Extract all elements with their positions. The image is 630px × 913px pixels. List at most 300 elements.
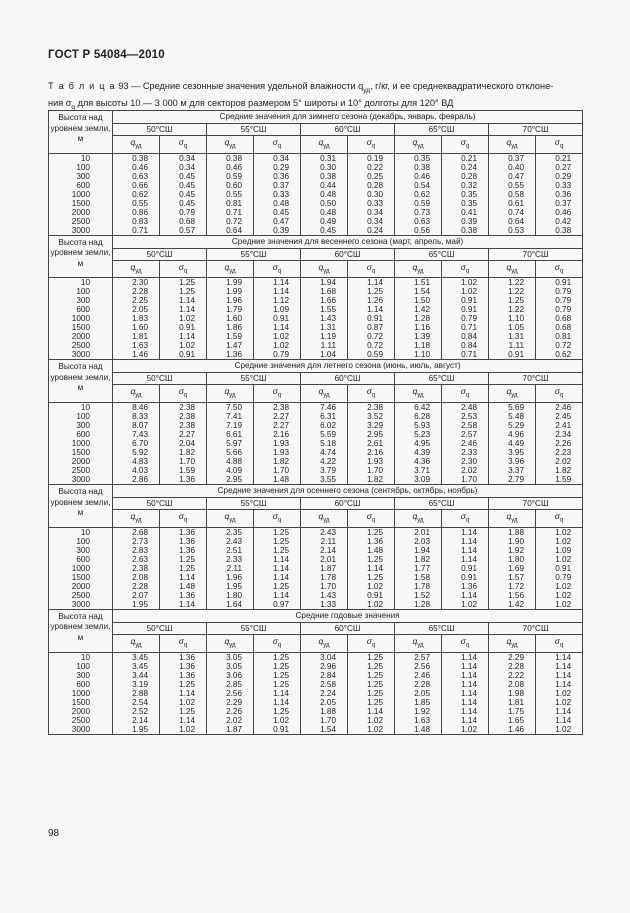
section-title-row	[49, 235, 583, 248]
table-row	[49, 680, 583, 689]
value-cell: 2.95	[348, 430, 395, 439]
q-ud-header	[301, 510, 348, 528]
value-cell: 1.95	[113, 725, 160, 735]
q-ud-header	[207, 385, 254, 403]
value-cell: 2.14	[301, 546, 348, 555]
value-cell: 1.58	[395, 573, 442, 582]
value-cell: 2.01	[301, 555, 348, 564]
value-cell: 2.29	[489, 652, 536, 662]
value-cell: 1.25	[160, 287, 207, 296]
value-cell: 8.07	[113, 421, 160, 430]
q-symbol: q	[412, 261, 418, 272]
value-cell: 0.84	[442, 332, 489, 341]
value-cell: 4.36	[395, 457, 442, 466]
sigma-sub: q	[465, 143, 470, 150]
sigma-symbol: σ	[272, 137, 278, 147]
value-cell: 0.61	[489, 199, 536, 208]
sigma-symbol: σ	[178, 635, 184, 646]
value-cell: 1.93	[348, 457, 395, 466]
section-title: Средние годовые значения	[113, 609, 583, 622]
q-symbol: q	[130, 511, 136, 522]
value-cell: 1.25	[348, 698, 395, 707]
value-cell: 0.91	[536, 564, 583, 573]
value-cell: 1.59	[207, 332, 254, 341]
table-row	[49, 430, 583, 439]
height-cell: 3000	[49, 350, 113, 360]
value-cell: 2.05	[113, 305, 160, 314]
value-cell: 0.63	[113, 172, 160, 181]
value-cell: 1.25	[348, 671, 395, 680]
value-cell: 6.31	[301, 412, 348, 421]
value-cell: 1.25	[348, 287, 395, 296]
value-cell: 1.14	[160, 332, 207, 341]
q-sub: уд	[323, 143, 330, 150]
q-sub: уд	[323, 393, 330, 400]
value-cell: 1.02	[536, 527, 583, 537]
section-header	[49, 111, 583, 154]
table-row	[49, 555, 583, 564]
height-cell: 300	[49, 296, 113, 305]
value-cell: 1.78	[301, 573, 348, 582]
symbol-row	[49, 136, 583, 154]
value-cell: 1.94	[395, 546, 442, 555]
section-title: Средние значения для весеннего сезона (март, апрель, май)	[113, 235, 583, 248]
height-cell: 2000	[49, 332, 113, 341]
sigma-q-header	[160, 260, 207, 278]
latitude-header: 50°СШ	[113, 124, 207, 136]
q-sub: уд	[417, 517, 424, 524]
value-cell: 5.92	[113, 448, 160, 457]
q-ud-header	[395, 634, 442, 652]
height-cell: 3000	[49, 226, 113, 236]
table-row	[49, 403, 583, 413]
value-cell: 0.27	[536, 163, 583, 172]
value-cell: 1.65	[489, 716, 536, 725]
value-cell: 1.43	[301, 314, 348, 323]
value-cell: 1.31	[301, 323, 348, 332]
q-ud-header	[489, 510, 536, 528]
value-cell: 0.38	[395, 163, 442, 172]
value-cell: 1.85	[395, 698, 442, 707]
latitude-row	[49, 498, 583, 510]
value-cell: 2.02	[442, 466, 489, 475]
value-cell: 2.04	[160, 439, 207, 448]
table-row	[49, 217, 583, 226]
sigma-q-header	[442, 136, 489, 154]
sigma-q-header	[348, 510, 395, 528]
height-cell: 1500	[49, 323, 113, 332]
table-row	[49, 439, 583, 448]
q-sub: уд	[511, 393, 518, 400]
sigma-sub: q	[465, 642, 470, 649]
value-cell: 0.37	[536, 199, 583, 208]
value-cell: 2.68	[113, 527, 160, 537]
symbol-row	[49, 634, 583, 652]
value-cell: 0.30	[301, 163, 348, 172]
height-cell: 10	[49, 527, 113, 537]
value-cell: 1.94	[301, 278, 348, 288]
value-cell: 1.25	[348, 652, 395, 662]
value-cell: 0.35	[442, 199, 489, 208]
caption-text-2b: для высоты 10 — 3 000 м для секторов размером 5° широты и 10° долготы для 120° ВД	[75, 97, 454, 108]
value-cell: 1.81	[489, 698, 536, 707]
sigma-sub: q	[277, 143, 282, 150]
value-cell: 2.30	[113, 278, 160, 288]
value-cell: 1.55	[301, 305, 348, 314]
value-cell: 2.63	[113, 555, 160, 564]
value-cell: 0.87	[348, 323, 395, 332]
value-cell: 1.60	[113, 323, 160, 332]
value-cell: 1.36	[160, 652, 207, 662]
sigma-symbol: σ	[272, 261, 278, 272]
sigma-sub: q	[559, 268, 564, 275]
section-title-row	[49, 360, 583, 373]
value-cell: 1.02	[160, 341, 207, 350]
height-cell: 600	[49, 680, 113, 689]
section-header	[49, 485, 583, 528]
value-cell: 0.50	[301, 199, 348, 208]
value-cell: 2.28	[489, 662, 536, 671]
sigma-symbol: σ	[178, 261, 184, 272]
caption-sub-ud: уд	[363, 86, 371, 94]
height-header: Высота над уровнем земли, м	[49, 111, 113, 154]
value-cell: 1.72	[489, 582, 536, 591]
height-header: Высота над уровнем земли, м	[49, 609, 113, 652]
sigma-q-header	[160, 385, 207, 403]
value-cell: 1.25	[254, 707, 301, 716]
value-cell: 1.66	[301, 296, 348, 305]
sigma-symbol: σ	[460, 261, 466, 272]
height-cell: 100	[49, 163, 113, 172]
value-cell: 2.51	[207, 546, 254, 555]
latitude-header: 50°СШ	[113, 248, 207, 260]
value-cell: 2.03	[395, 537, 442, 546]
sigma-q-header	[160, 510, 207, 528]
table-caption	[48, 80, 593, 114]
value-cell: 1.36	[207, 350, 254, 360]
sigma-q-header	[254, 510, 301, 528]
value-cell: 1.78	[395, 582, 442, 591]
value-cell: 2.46	[395, 671, 442, 680]
value-cell: 3.09	[395, 475, 442, 485]
symbol-row	[49, 260, 583, 278]
value-cell: 2.56	[395, 662, 442, 671]
value-cell: 0.38	[536, 226, 583, 236]
value-cell: 1.47	[207, 341, 254, 350]
value-cell: 1.42	[489, 600, 536, 610]
value-cell: 1.82	[536, 466, 583, 475]
caption-text-2a: ния σ	[48, 97, 72, 108]
latitude-header: 60°СШ	[301, 248, 395, 260]
q-ud-header	[301, 634, 348, 652]
value-cell: 0.81	[207, 199, 254, 208]
q-symbol: q	[318, 261, 324, 272]
value-cell: 2.46	[442, 439, 489, 448]
value-cell: 1.36	[160, 537, 207, 546]
q-sub: уд	[229, 642, 236, 649]
latitude-header: 55°СШ	[207, 124, 301, 136]
value-cell: 1.99	[207, 287, 254, 296]
value-cell: 5.66	[207, 448, 254, 457]
value-cell: 0.53	[489, 226, 536, 236]
value-cell: 1.16	[395, 323, 442, 332]
section-body	[49, 652, 583, 734]
value-cell: 3.06	[207, 671, 254, 680]
value-cell: 0.91	[348, 591, 395, 600]
q-ud-header	[395, 385, 442, 403]
value-cell: 0.35	[395, 153, 442, 163]
value-cell: 2.33	[442, 448, 489, 457]
value-cell: 0.42	[536, 217, 583, 226]
value-cell: 0.48	[301, 190, 348, 199]
q-sub: уд	[417, 268, 424, 275]
value-cell: 1.22	[489, 305, 536, 314]
table-row	[49, 689, 583, 698]
value-cell: 1.69	[489, 564, 536, 573]
value-cell: 3.37	[489, 466, 536, 475]
q-symbol: q	[224, 635, 230, 646]
value-cell: 1.02	[254, 332, 301, 341]
latitude-header: 70°СШ	[489, 124, 583, 136]
value-cell: 1.36	[160, 591, 207, 600]
q-symbol: q	[506, 635, 512, 646]
height-header: Высота над уровнем земли, м	[49, 235, 113, 278]
value-cell: 1.39	[395, 332, 442, 341]
sigma-symbol: σ	[272, 635, 278, 646]
sigma-q-header	[536, 510, 583, 528]
value-cell: 3.95	[489, 448, 536, 457]
value-cell: 3.05	[207, 662, 254, 671]
table-row	[49, 350, 583, 360]
value-cell: 0.41	[442, 208, 489, 217]
value-cell: 0.38	[301, 172, 348, 181]
value-cell: 0.33	[254, 190, 301, 199]
value-cell: 1.14	[254, 698, 301, 707]
value-cell: 1.83	[113, 314, 160, 323]
value-cell: 0.34	[348, 208, 395, 217]
value-cell: 1.14	[348, 278, 395, 288]
value-cell: 0.73	[395, 208, 442, 217]
value-cell: 1.96	[207, 573, 254, 582]
table-row	[49, 172, 583, 181]
value-cell: 2.48	[442, 403, 489, 413]
value-cell: 2.58	[442, 421, 489, 430]
sigma-sub: q	[371, 393, 376, 400]
value-cell: 0.48	[254, 199, 301, 208]
value-cell: 1.82	[348, 475, 395, 485]
value-cell: 1.14	[442, 698, 489, 707]
height-cell: 100	[49, 287, 113, 296]
value-cell: 0.72	[348, 332, 395, 341]
value-cell: 6.02	[301, 421, 348, 430]
caption-text-1: — Средние сезонные значения удельной влажности q	[131, 81, 364, 91]
q-ud-header	[113, 634, 160, 652]
value-cell: 1.14	[442, 527, 489, 537]
value-cell: 0.19	[348, 153, 395, 163]
sigma-sub: q	[371, 143, 376, 150]
latitude-header: 55°СШ	[207, 622, 301, 634]
value-cell: 0.46	[536, 208, 583, 217]
value-cell: 3.96	[489, 457, 536, 466]
value-cell: 0.56	[395, 226, 442, 236]
value-cell: 1.12	[254, 296, 301, 305]
value-cell: 0.97	[254, 600, 301, 610]
height-cell: 1000	[49, 689, 113, 698]
value-cell: 1.82	[254, 457, 301, 466]
value-cell: 1.09	[536, 546, 583, 555]
height-cell: 10	[49, 403, 113, 413]
q-symbol: q	[506, 386, 512, 397]
value-cell: 1.42	[395, 305, 442, 314]
value-cell: 2.38	[160, 403, 207, 413]
value-cell: 1.63	[113, 341, 160, 350]
height-cell: 10	[49, 652, 113, 662]
value-cell: 1.48	[254, 475, 301, 485]
value-cell: 1.14	[160, 305, 207, 314]
value-cell: 0.48	[301, 208, 348, 217]
value-cell: 1.25	[348, 689, 395, 698]
table-row	[49, 537, 583, 546]
value-cell: 8.46	[113, 403, 160, 413]
value-cell: 0.68	[160, 217, 207, 226]
value-cell: 0.79	[160, 208, 207, 217]
value-cell: 6.70	[113, 439, 160, 448]
value-cell: 1.60	[207, 314, 254, 323]
sigma-symbol: σ	[178, 386, 184, 397]
height-cell: 300	[49, 671, 113, 680]
value-cell: 2.38	[160, 421, 207, 430]
height-cell: 1500	[49, 573, 113, 582]
value-cell: 0.34	[160, 163, 207, 172]
value-cell: 1.25	[160, 564, 207, 573]
value-cell: 1.99	[207, 278, 254, 288]
sigma-sub: q	[277, 517, 282, 524]
value-cell: 0.83	[113, 217, 160, 226]
value-cell: 1.25	[254, 582, 301, 591]
value-cell: 1.48	[395, 725, 442, 735]
section-body	[49, 278, 583, 360]
q-symbol: q	[130, 137, 136, 147]
value-cell: 1.82	[160, 448, 207, 457]
value-cell: 2.26	[207, 707, 254, 716]
q-sub: уд	[511, 268, 518, 275]
sigma-symbol: σ	[460, 511, 466, 522]
table-row	[49, 208, 583, 217]
value-cell: 2.53	[442, 412, 489, 421]
value-cell: 1.02	[536, 698, 583, 707]
section-title: Средние значения для осеннего сезона (сентябрь, октябрь, ноябрь)	[113, 485, 583, 498]
value-cell: 1.14	[442, 652, 489, 662]
table-row	[49, 314, 583, 323]
q-sub: уд	[511, 517, 518, 524]
value-cell: 1.25	[489, 296, 536, 305]
height-header: Высота над уровнем земли, м	[49, 485, 113, 528]
value-cell: 1.22	[489, 287, 536, 296]
sigma-sub: q	[183, 268, 188, 275]
latitude-header: 70°СШ	[489, 373, 583, 385]
value-cell: 4.09	[207, 466, 254, 475]
value-cell: 3.45	[113, 662, 160, 671]
height-cell: 10	[49, 278, 113, 288]
value-cell: 7.19	[207, 421, 254, 430]
q-ud-header	[395, 136, 442, 154]
sigma-sub: q	[559, 517, 564, 524]
value-cell: 1.14	[254, 323, 301, 332]
latitude-header: 50°СШ	[113, 498, 207, 510]
value-cell: 1.25	[160, 707, 207, 716]
value-cell: 6.28	[395, 412, 442, 421]
height-cell: 600	[49, 430, 113, 439]
height-cell: 600	[49, 305, 113, 314]
value-cell: 1.02	[254, 716, 301, 725]
value-cell: 1.93	[254, 448, 301, 457]
value-cell: 2.24	[301, 689, 348, 698]
value-cell: 1.36	[160, 671, 207, 680]
value-cell: 1.25	[348, 680, 395, 689]
section-title-row	[49, 111, 583, 124]
height-cell: 2000	[49, 582, 113, 591]
sigma-symbol: σ	[554, 137, 560, 147]
value-cell: 1.70	[254, 466, 301, 475]
q-symbol: q	[224, 137, 230, 147]
value-cell: 1.25	[348, 662, 395, 671]
sigma-q-header	[442, 260, 489, 278]
value-cell: 6.42	[395, 403, 442, 413]
height-cell: 100	[49, 537, 113, 546]
value-cell: 1.48	[160, 582, 207, 591]
value-cell: 0.34	[348, 217, 395, 226]
table-row	[49, 475, 583, 485]
value-cell: 1.68	[301, 287, 348, 296]
table-row	[49, 591, 583, 600]
sigma-q-header	[160, 634, 207, 652]
height-cell: 10	[49, 153, 113, 163]
value-cell: 0.45	[254, 208, 301, 217]
value-cell: 0.44	[301, 181, 348, 190]
value-cell: 4.03	[113, 466, 160, 475]
value-cell: 0.58	[489, 190, 536, 199]
latitude-header: 65°СШ	[395, 498, 489, 510]
value-cell: 5.18	[301, 439, 348, 448]
value-cell: 1.14	[442, 537, 489, 546]
q-sub: уд	[511, 143, 518, 150]
value-cell: 1.02	[536, 582, 583, 591]
value-cell: 0.62	[113, 190, 160, 199]
value-cell: 1.14	[254, 555, 301, 564]
value-cell: 2.52	[113, 707, 160, 716]
value-cell: 3.52	[348, 412, 395, 421]
latitude-row	[49, 124, 583, 136]
value-cell: 2.07	[113, 591, 160, 600]
value-cell: 2.27	[160, 430, 207, 439]
sigma-sub: q	[371, 517, 376, 524]
sigma-q-header	[536, 136, 583, 154]
q-symbol: q	[318, 386, 324, 397]
value-cell: 2.01	[395, 527, 442, 537]
sigma-sub: q	[277, 268, 282, 275]
value-cell: 1.14	[254, 573, 301, 582]
q-symbol: q	[412, 137, 418, 147]
table-row	[49, 457, 583, 466]
value-cell: 1.14	[536, 671, 583, 680]
height-cell: 1000	[49, 314, 113, 323]
value-cell: 1.98	[489, 689, 536, 698]
value-cell: 2.45	[536, 412, 583, 421]
sigma-sub: q	[559, 143, 564, 150]
page-number: 98	[48, 828, 60, 839]
value-cell: 1.11	[489, 341, 536, 350]
value-cell: 1.02	[348, 725, 395, 735]
